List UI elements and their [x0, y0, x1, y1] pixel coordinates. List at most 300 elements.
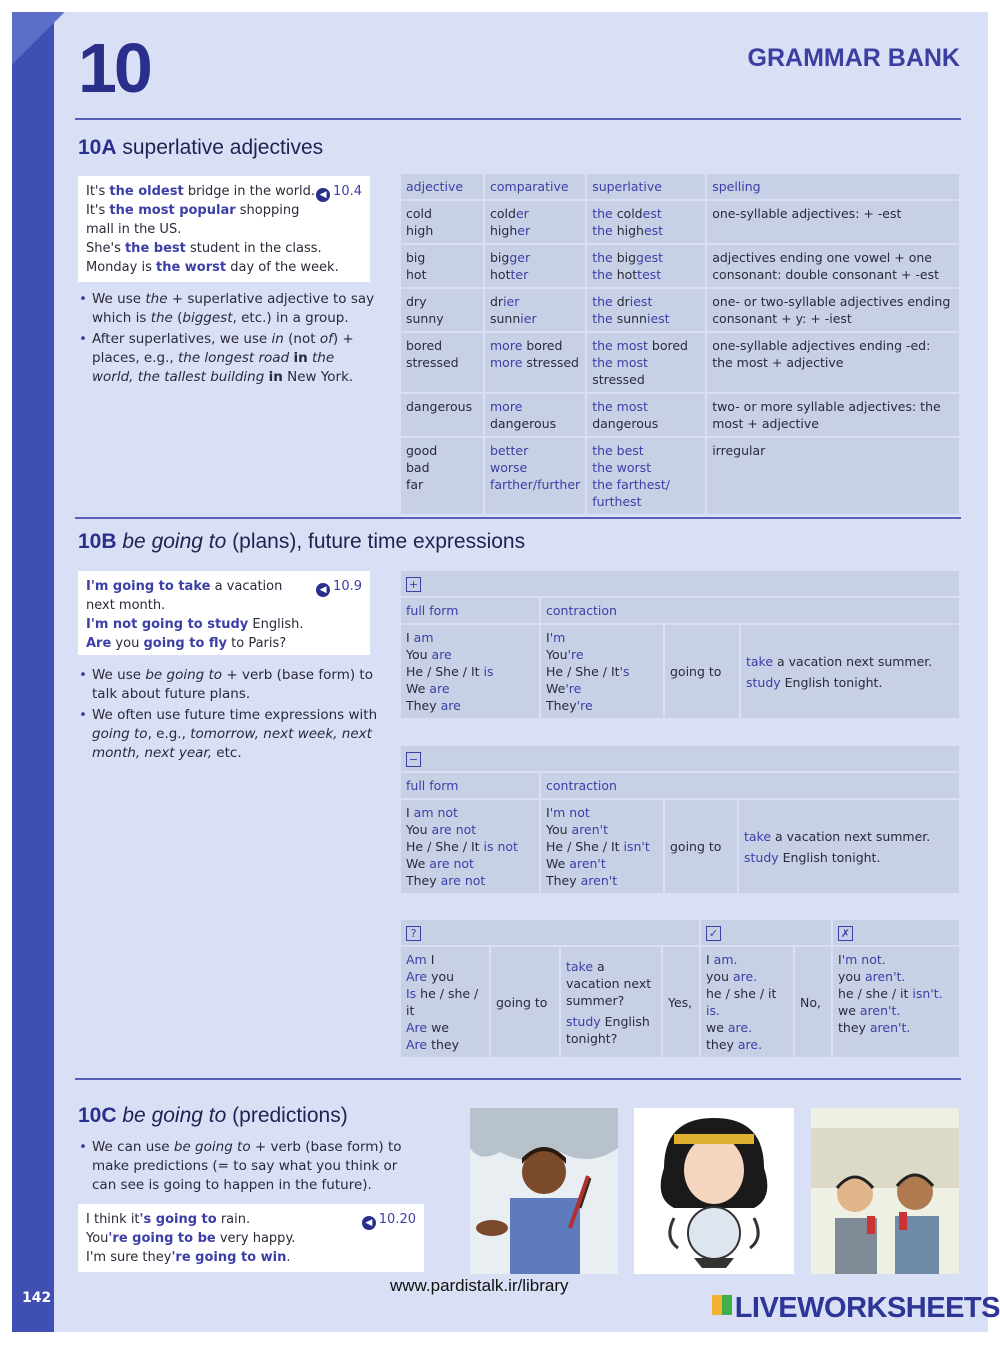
cell-line [406, 821, 534, 838]
cell-line [592, 249, 700, 266]
text-fragment: aren't [569, 856, 606, 871]
header-rule [75, 118, 961, 120]
text-fragment: a vacation next summer. [771, 828, 931, 844]
text-fragment: big [406, 250, 426, 265]
text-fragment: the most popular [109, 203, 236, 218]
cell-line [706, 1036, 788, 1053]
rules-10b [78, 666, 378, 765]
adjective-cell [401, 394, 483, 436]
cell-line [406, 663, 534, 680]
section-label: GRAMMAR BANK [747, 44, 960, 72]
text-fragment: the farthest/ [592, 477, 671, 492]
text-fragment: est [643, 223, 664, 238]
text-fragment: study [566, 1013, 601, 1029]
text-fragment: You [406, 822, 432, 837]
text-fragment: dr [490, 294, 504, 309]
text-fragment: two- or more syllable adjectives: the most + adjective [712, 399, 941, 431]
cell-line [490, 459, 580, 476]
cell-line [490, 354, 580, 371]
text-fragment: Are [406, 1037, 428, 1052]
section-code: 10A [78, 136, 117, 159]
text-fragment: We [406, 681, 430, 696]
text-fragment: 'm [549, 630, 566, 645]
cell-line [406, 398, 478, 415]
cell-line [490, 266, 580, 283]
audio-track[interactable]: ◀ 10.4 [316, 182, 362, 202]
text-fragment: you [706, 969, 733, 984]
brand-logo-icon [712, 1295, 732, 1315]
cell-line [406, 293, 478, 310]
text-fragment: better [490, 443, 529, 458]
symbol-cell [401, 920, 699, 945]
cell-line [490, 293, 580, 310]
verb-cell [741, 625, 959, 718]
page-number: 142 [22, 1290, 52, 1306]
cell-line [406, 310, 478, 327]
examples-box-10c [78, 1204, 424, 1272]
text-fragment: dangerous [490, 416, 557, 431]
yes-answers-cell [701, 947, 793, 1057]
adjective-cell [401, 438, 483, 514]
text-fragment: I [706, 952, 714, 967]
rules-10c [78, 1138, 418, 1197]
table-row [401, 394, 959, 436]
text-fragment: study [744, 849, 779, 865]
text-fragment: Are [406, 1020, 428, 1035]
text-fragment: day of the week. [226, 260, 339, 275]
table-row [401, 245, 959, 287]
text-fragment: ger [509, 250, 531, 265]
speaker-icon: ◀ [316, 188, 330, 202]
text-fragment: er [517, 223, 531, 238]
text-fragment: he / she / it [838, 986, 913, 1001]
cell-line [490, 310, 580, 327]
text-fragment: It's [86, 203, 110, 218]
text-fragment: the [592, 223, 617, 238]
text-fragment: test [637, 267, 662, 282]
text-fragment: the best [592, 443, 644, 458]
text-fragment: stressed [522, 355, 579, 370]
text-fragment: mall in the US. [86, 222, 182, 237]
text-fragment: are not [431, 822, 477, 837]
text-fragment: are [440, 698, 461, 713]
col-header: superlative [587, 174, 705, 199]
cell-line [592, 205, 700, 222]
text-fragment: hot [616, 267, 638, 282]
text-fragment: more [490, 355, 523, 370]
text-fragment: est [642, 206, 662, 221]
rule-item: • We use the + superlative adjective to say which is the (biggest, etc.) in a group. [78, 290, 378, 328]
text-fragment: they [427, 1037, 459, 1052]
text-fragment: He / She / It [406, 664, 484, 679]
text-fragment: the [592, 267, 617, 282]
text-fragment: are. [737, 1037, 763, 1052]
cell-line [706, 968, 788, 985]
cell-line [592, 354, 700, 388]
text-fragment: sunn [616, 311, 647, 326]
col-header: comparative [485, 174, 585, 199]
text-fragment: She's [86, 241, 125, 256]
yes-cell: Yes, [663, 947, 699, 1057]
cell-line [546, 872, 658, 889]
comparative-cell [485, 333, 585, 392]
text-fragment: bored [522, 338, 563, 353]
text-fragment: the [592, 294, 617, 309]
text-fragment: adjectives ending one vowel + one consonant: double consonant + -est [712, 250, 940, 282]
text-fragment: shopping [235, 203, 300, 218]
text-fragment: the most [592, 399, 648, 414]
text-fragment: the [592, 250, 617, 265]
text-fragment: bad [406, 460, 430, 475]
cell-line [838, 985, 954, 1002]
text-fragment: are [429, 681, 450, 696]
positive-table [399, 569, 961, 720]
text-fragment: Am [406, 952, 427, 967]
text-fragment: he / she / it [406, 986, 479, 1018]
speaker-icon: ◀ [362, 1216, 376, 1230]
text-fragment: You [546, 647, 568, 662]
example-line: I'm not going to study English. [86, 617, 304, 632]
text-fragment: bridge in the world. [183, 184, 316, 199]
text-fragment: er [515, 206, 529, 221]
text-fragment: iest [629, 294, 653, 309]
unit-number: 10 [78, 29, 150, 107]
symbol-cell [401, 571, 959, 596]
spelling-cell [707, 394, 959, 436]
cell-line [546, 821, 658, 838]
text-fragment: We [546, 681, 566, 696]
text-fragment: hot [406, 267, 427, 282]
cell-line [546, 646, 658, 663]
text-fragment: sunny [406, 311, 444, 326]
text-fragment: English tonight? [566, 1013, 650, 1046]
symbol-cell [701, 920, 831, 945]
cell-line [592, 337, 700, 354]
illustration-commentators [811, 1108, 959, 1274]
text-fragment: ier [503, 294, 520, 309]
superlative-cell [587, 438, 705, 514]
cell-line [406, 354, 478, 371]
rules-10a [78, 290, 378, 389]
verb-cell [561, 947, 661, 1057]
cell-line [592, 476, 700, 493]
example-line: Are you going to fly to Paris? [86, 636, 287, 651]
text-fragment: more [490, 338, 523, 353]
col-header: contraction [541, 598, 959, 623]
text-fragment: the best [124, 241, 186, 256]
section-10a-title [78, 136, 323, 160]
symbol-cell [401, 746, 959, 771]
cell-line [592, 293, 700, 310]
comparative-cell [485, 438, 585, 514]
cell-line [546, 855, 658, 872]
illustration-fortune-teller [634, 1108, 794, 1274]
col-header: spelling [707, 174, 959, 199]
superlative-cell [587, 394, 705, 436]
superlative-cell [587, 333, 705, 392]
col-header: adjective [401, 174, 483, 199]
text-fragment: is. [706, 1003, 720, 1018]
cell-line [566, 1013, 656, 1047]
text-fragment: the worst [592, 460, 652, 475]
text-fragment: bored [647, 338, 688, 353]
cell-line [406, 646, 534, 663]
spelling-cell [707, 333, 959, 392]
rule-item: • We can use be going to + verb (base form) to make predictions (= to say what you think or can see is going to happen in the future). [78, 1138, 418, 1195]
example-line [86, 258, 362, 277]
text-fragment: cold [406, 206, 432, 221]
spelling-cell [707, 201, 959, 243]
cell-line [546, 680, 658, 697]
example-line: I'm going to take a vacation [86, 579, 283, 594]
cell-line [746, 653, 954, 670]
side-decoration [12, 12, 72, 82]
subject-cell [401, 947, 489, 1057]
side-color-band [12, 12, 54, 1332]
cell-line [406, 337, 478, 354]
text-fragment: student in the class. [185, 241, 322, 256]
check-icon: ✓ [706, 926, 721, 941]
symbol-cell [833, 920, 959, 945]
example-line [86, 220, 362, 239]
cell-line [546, 804, 658, 821]
contraction-cell [541, 625, 663, 718]
text-fragment: the most [592, 355, 648, 370]
text-fragment: far [406, 477, 424, 492]
text-fragment: We [406, 856, 430, 871]
text-fragment: the [592, 311, 617, 326]
text-fragment: Are [406, 969, 428, 984]
cell-line [592, 442, 700, 459]
section-title-text: superlative adjectives [122, 136, 324, 159]
examples-box-10b [78, 571, 370, 655]
text-fragment: take [566, 958, 594, 974]
text-fragment: I [426, 952, 435, 967]
text-fragment: they [838, 1020, 870, 1035]
text-fragment: iest [646, 311, 670, 326]
cell-line [566, 958, 656, 1009]
cell-line [592, 459, 700, 476]
text-fragment: bored [406, 338, 443, 353]
text-fragment: They [406, 873, 441, 888]
text-fragment: dangerous [406, 399, 473, 414]
audio-track[interactable]: ◀ 10.9 [316, 577, 362, 597]
negative-table [399, 744, 961, 895]
section-10b-title: 10B be going to (plans), future time expressions [78, 530, 526, 553]
audio-track[interactable]: ◀ 10.20 [362, 1210, 416, 1230]
text-fragment: He / She / It [546, 839, 624, 854]
grammar-bank-page [12, 12, 988, 1332]
cell-line [838, 1002, 954, 1019]
example-line [86, 201, 362, 220]
rule-item: • We use be going to + verb (base form) to talk about future plans. [78, 666, 378, 704]
text-fragment: 're [567, 647, 584, 662]
adjective-cell [401, 245, 483, 287]
cell-line [490, 415, 580, 432]
text-fragment: I [406, 630, 414, 645]
cell-line [706, 1019, 788, 1036]
text-fragment: You [546, 822, 572, 837]
cell-line [838, 951, 954, 968]
table-row [401, 201, 959, 243]
table-row [401, 289, 959, 331]
text-fragment: are not [429, 856, 474, 871]
text-fragment: aren't [571, 822, 609, 837]
footer-url[interactable]: www.pardistalk.ir/library [390, 1276, 569, 1295]
cell-line [592, 398, 700, 415]
text-fragment: hot [490, 267, 511, 282]
cell-line [592, 493, 700, 510]
text-fragment: dangerous [592, 416, 659, 431]
text-fragment: one-syllable adjectives ending -ed: the most + adjective [712, 338, 931, 370]
no-answers-cell [833, 947, 959, 1057]
superlative-cell [587, 289, 705, 331]
full-form-cell [401, 800, 539, 893]
cell-line [490, 476, 580, 493]
text-fragment: are [431, 647, 452, 662]
cell-line [490, 205, 580, 222]
text-fragment: Monday is [86, 260, 156, 275]
section-10c-title: 10C be going to (predictions) [78, 1104, 348, 1127]
cell-line [406, 266, 478, 283]
text-fragment: dr [616, 294, 630, 309]
text-fragment: English tonight. [778, 849, 881, 865]
text-fragment: you [838, 969, 865, 984]
text-fragment: 's [619, 664, 630, 679]
superlative-table [399, 172, 961, 516]
cell-line [406, 697, 534, 714]
examples-box-10a [78, 176, 370, 282]
text-fragment: furthest [592, 494, 642, 509]
cell-line [546, 838, 658, 855]
cell-line [490, 249, 580, 266]
text-fragment: good [406, 443, 438, 458]
text-fragment: take [744, 828, 772, 844]
text-fragment: stressed [406, 355, 459, 370]
text-fragment: big [616, 250, 637, 265]
cell-line [490, 222, 580, 239]
example-line: I'm sure they're going to win. [86, 1250, 291, 1265]
cell-line [406, 222, 478, 239]
full-form-cell [401, 625, 539, 718]
text-fragment: isn't. [912, 986, 943, 1001]
rule-item: • After superlatives, we use in (not of) + places, e.g., the longest road in the world, the tallest building in New York. [78, 330, 378, 387]
adjective-cell [401, 333, 483, 392]
cell-line [406, 1019, 484, 1036]
text-fragment: I [406, 805, 414, 820]
text-fragment: am. [713, 952, 738, 967]
text-fragment: take [746, 653, 774, 669]
spelling-cell [707, 289, 959, 331]
plus-icon: + [406, 577, 421, 592]
superlative-cell [587, 201, 705, 243]
cell-line [406, 968, 484, 985]
going-to-cell: going to [491, 947, 559, 1057]
section-rule [75, 1078, 961, 1080]
speaker-icon: ◀ [316, 583, 330, 597]
cell-line [406, 872, 534, 889]
text-fragment: am not [413, 805, 458, 820]
text-fragment: the [592, 206, 617, 221]
cell-line [546, 697, 658, 714]
text-fragment: worse [490, 460, 528, 475]
text-fragment: big [490, 250, 510, 265]
text-fragment: 'm not [549, 805, 590, 820]
text-fragment: they [706, 1037, 738, 1052]
text-fragment: high [406, 223, 434, 238]
going-to-cell: going to [665, 800, 737, 893]
text-fragment: irregular [712, 443, 766, 458]
col-header: full form [401, 773, 539, 798]
cell-line [706, 951, 788, 968]
cell-line [406, 680, 534, 697]
text-fragment: study [746, 674, 781, 690]
comparative-cell [485, 245, 585, 287]
spelling-cell [707, 245, 959, 287]
text-fragment: cold [616, 206, 643, 221]
cell-line [838, 968, 954, 985]
question-table [399, 918, 961, 1059]
text-fragment: gest [636, 250, 664, 265]
text-fragment: You [406, 647, 432, 662]
text-fragment: one- or two-syllable adjectives ending consonant + y: + -iest [712, 294, 951, 326]
example-line: I think it's going to rain. [86, 1212, 251, 1227]
text-fragment: 're [576, 698, 593, 713]
text-fragment: aren't [580, 873, 618, 888]
illustration-rain-man [470, 1108, 618, 1274]
cell-line [406, 838, 534, 855]
text-fragment: 're [565, 681, 582, 696]
text-fragment: They [406, 698, 441, 713]
text-fragment: he / she / it [706, 986, 777, 1001]
cell-line [592, 310, 700, 327]
minus-icon: − [406, 752, 421, 767]
cell-line [744, 828, 954, 845]
text-fragment: 'm not. [841, 952, 886, 967]
no-cell: No, [795, 947, 831, 1057]
cell-line [406, 985, 484, 1019]
text-fragment: we [427, 1020, 449, 1035]
table-row [401, 333, 959, 392]
text-fragment: the oldest [109, 184, 184, 199]
cell-line [406, 249, 478, 266]
cell-line [706, 985, 788, 1019]
text-fragment: He / She / It [406, 839, 484, 854]
text-fragment: aren't. [864, 969, 906, 984]
spelling-cell [707, 438, 959, 514]
cell-line [546, 629, 658, 646]
adjective-cell [401, 201, 483, 243]
text-fragment: I [546, 805, 550, 820]
cell-line [490, 398, 580, 415]
cell-line [592, 266, 700, 283]
text-fragment: English tonight. [780, 674, 883, 690]
example-line [86, 239, 362, 258]
text-fragment: the most [592, 338, 648, 353]
text-fragment: a vacation next summer? [566, 958, 652, 1008]
superlative-cell [587, 245, 705, 287]
col-header: contraction [541, 773, 959, 798]
text-fragment: aren't. [859, 1003, 901, 1018]
text-fragment: Is [406, 986, 417, 1001]
text-fragment: We [546, 856, 570, 871]
section-rule [75, 517, 961, 519]
text-fragment: dry [406, 294, 427, 309]
text-fragment: They [546, 873, 581, 888]
text-fragment: is not [483, 839, 518, 854]
cell-line [592, 415, 700, 432]
cell-line [746, 674, 954, 691]
